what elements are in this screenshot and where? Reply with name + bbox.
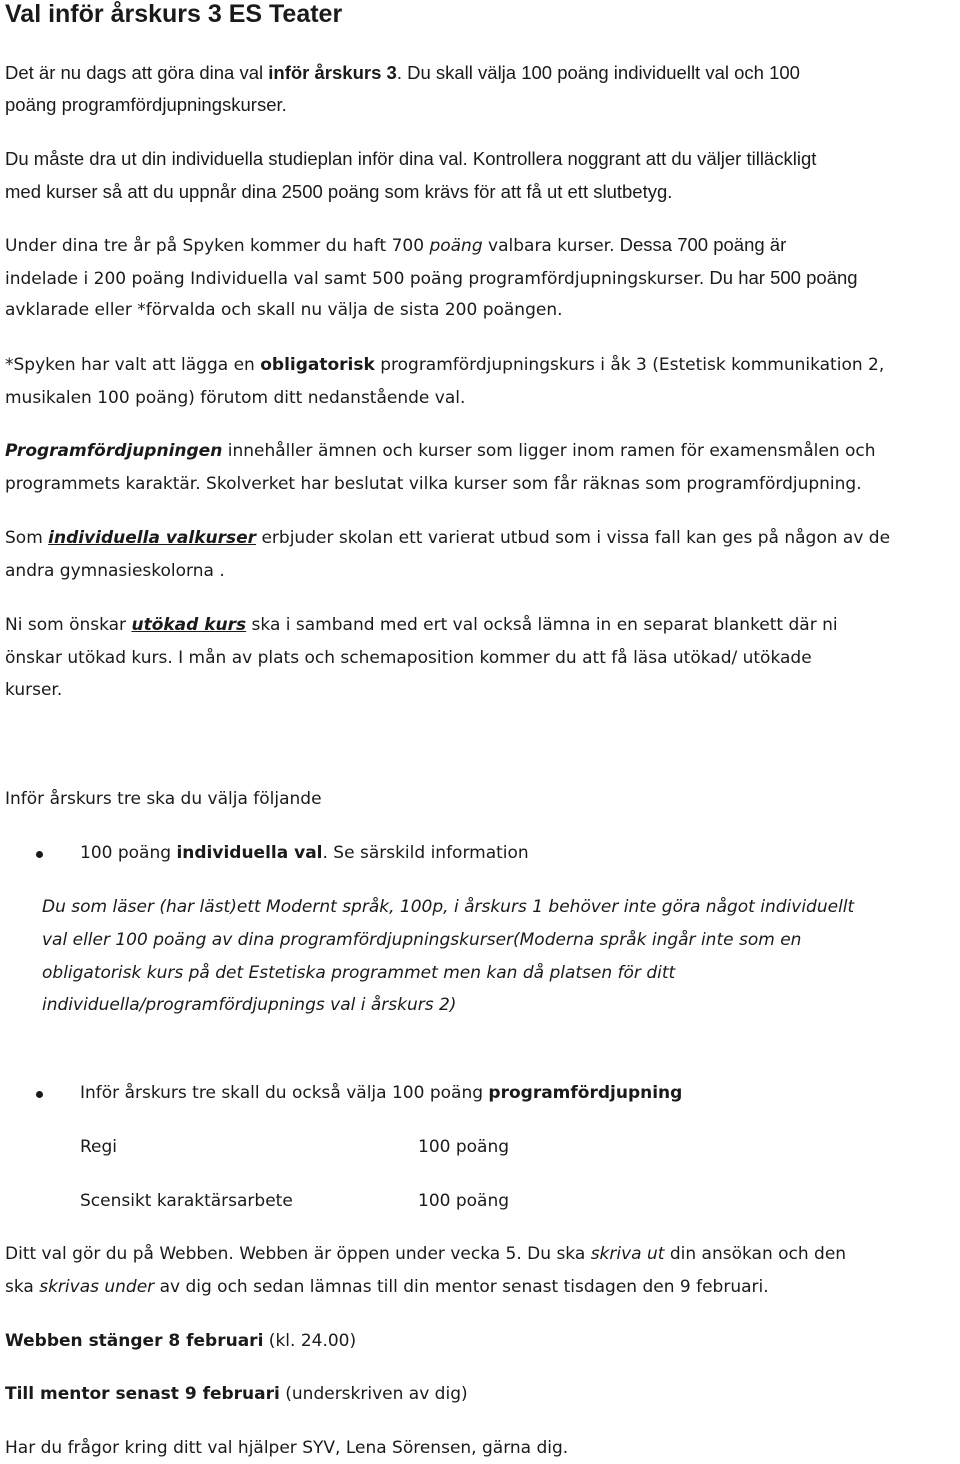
- utokad-line-2: önskar utökad kurs. I mån av plats och schemaposition kommer du att få läsa utökad/ utökade: [5, 648, 812, 668]
- webben-line-2: ska skrivas under av dig och sedan lämnas till din mentor senast tisdagen den 9 februari.: [5, 1277, 769, 1297]
- obligatorisk-line-2: musikalen 100 poäng) förutom ditt nedanstående val.: [5, 388, 466, 408]
- modernt-line-4: individuella/programfördjupnings val i årskurs 2): [42, 995, 457, 1015]
- spyken-line-2: indelade i 200 poäng Individuella val samt 500 poäng programfördjupningskurser. Du har 500 poäng: [5, 267, 858, 289]
- utokad-line-1: Ni som önskar utökad kurs ska i samband med ert val också lämna in en separat blankett där ni: [5, 615, 838, 635]
- individuella-line-1: Som individuella valkurser erbjuder skolan ett varierat utbud som i vissa fall kan ges på någon av de: [5, 528, 891, 548]
- spyken-line-3: avklarade eller *förvalda och skall nu välja de sista 200 poängen.: [5, 300, 563, 320]
- spyken-line-1: Under dina tre år på Spyken kommer du haft 700 poäng valbara kurser. Dessa 700 poäng är: [5, 234, 787, 256]
- bullet-dot: [36, 1091, 43, 1098]
- plan-line-1: Du måste dra ut din individuella studieplan inför dina val. Kontrollera noggrant att du väljer tilläckligt: [5, 148, 817, 169]
- modernt-line-3: obligatorisk kurs på det Estetiska programmet men kan då platsen för ditt: [42, 963, 676, 983]
- webben-line-1: Ditt val gör du på Webben. Webben är öppen under vecka 5. Du ska skriva ut din ansökan och den: [5, 1244, 847, 1264]
- utokad-line-3: kurser.: [5, 680, 63, 700]
- modernt-line-2: val eller 100 poäng av dina programfördjupningskurser(Moderna språk ingår inte som en: [42, 930, 802, 950]
- course-name: Regi: [80, 1137, 118, 1157]
- obligatorisk-line-1: *Spyken har valt att lägga en obligatorisk programfördjupningskurs i åk 3 (Estetisk kommunikation 2,: [5, 355, 885, 375]
- plan-line-2: med kurser så att du uppnår dina 2500 poäng som krävs för att få ut ett slutbetyg.: [5, 181, 673, 202]
- individuella-line-2: andra gymnasieskolorna .: [5, 561, 225, 581]
- course-name: Scensikt karaktärsarbete: [80, 1191, 293, 1211]
- bullet-individuella-val: 100 poäng individuella val. Se särskild information: [80, 843, 529, 863]
- programfordjupning-line-2: programmets karaktär. Skolverket har beslutat vilka kurser som får räknas som programfördjupning.: [5, 474, 862, 494]
- intro-line-2: poäng programfördjupningskurser.: [5, 94, 287, 115]
- valja-heading: Inför årskurs tre ska du välja följande: [5, 789, 322, 809]
- deadline-mentor: Till mentor senast 9 februari (underskriven av dig): [5, 1384, 468, 1404]
- course-points: 100 poäng: [418, 1191, 510, 1211]
- bullet-dot: [36, 851, 43, 858]
- bullet-programfordjupning: Inför årskurs tre skall du också välja 100 poäng programfördjupning: [80, 1083, 683, 1103]
- contact-line: Har du frågor kring ditt val hjälper SYV, Lena Sörensen, gärna dig.: [5, 1438, 569, 1458]
- intro-line-1: Det är nu dags att göra dina val inför årskurs 3. Du skall välja 100 poäng individuellt val och 100: [5, 62, 800, 83]
- deadline-webben: Webben stänger 8 februari (kl. 24.00): [5, 1331, 357, 1351]
- page-title: Val inför årskurs 3 ES Teater: [5, 0, 343, 28]
- modernt-line-1: Du som läser (har läst)ett Modernt språk, 100p, i årskurs 1 behöver inte göra något individuellt: [42, 897, 855, 917]
- course-points: 100 poäng: [418, 1137, 510, 1157]
- programfordjupning-line-1: Programfördjupningen innehåller ämnen och kurser som ligger inom ramen för examensmålen och: [5, 441, 876, 461]
